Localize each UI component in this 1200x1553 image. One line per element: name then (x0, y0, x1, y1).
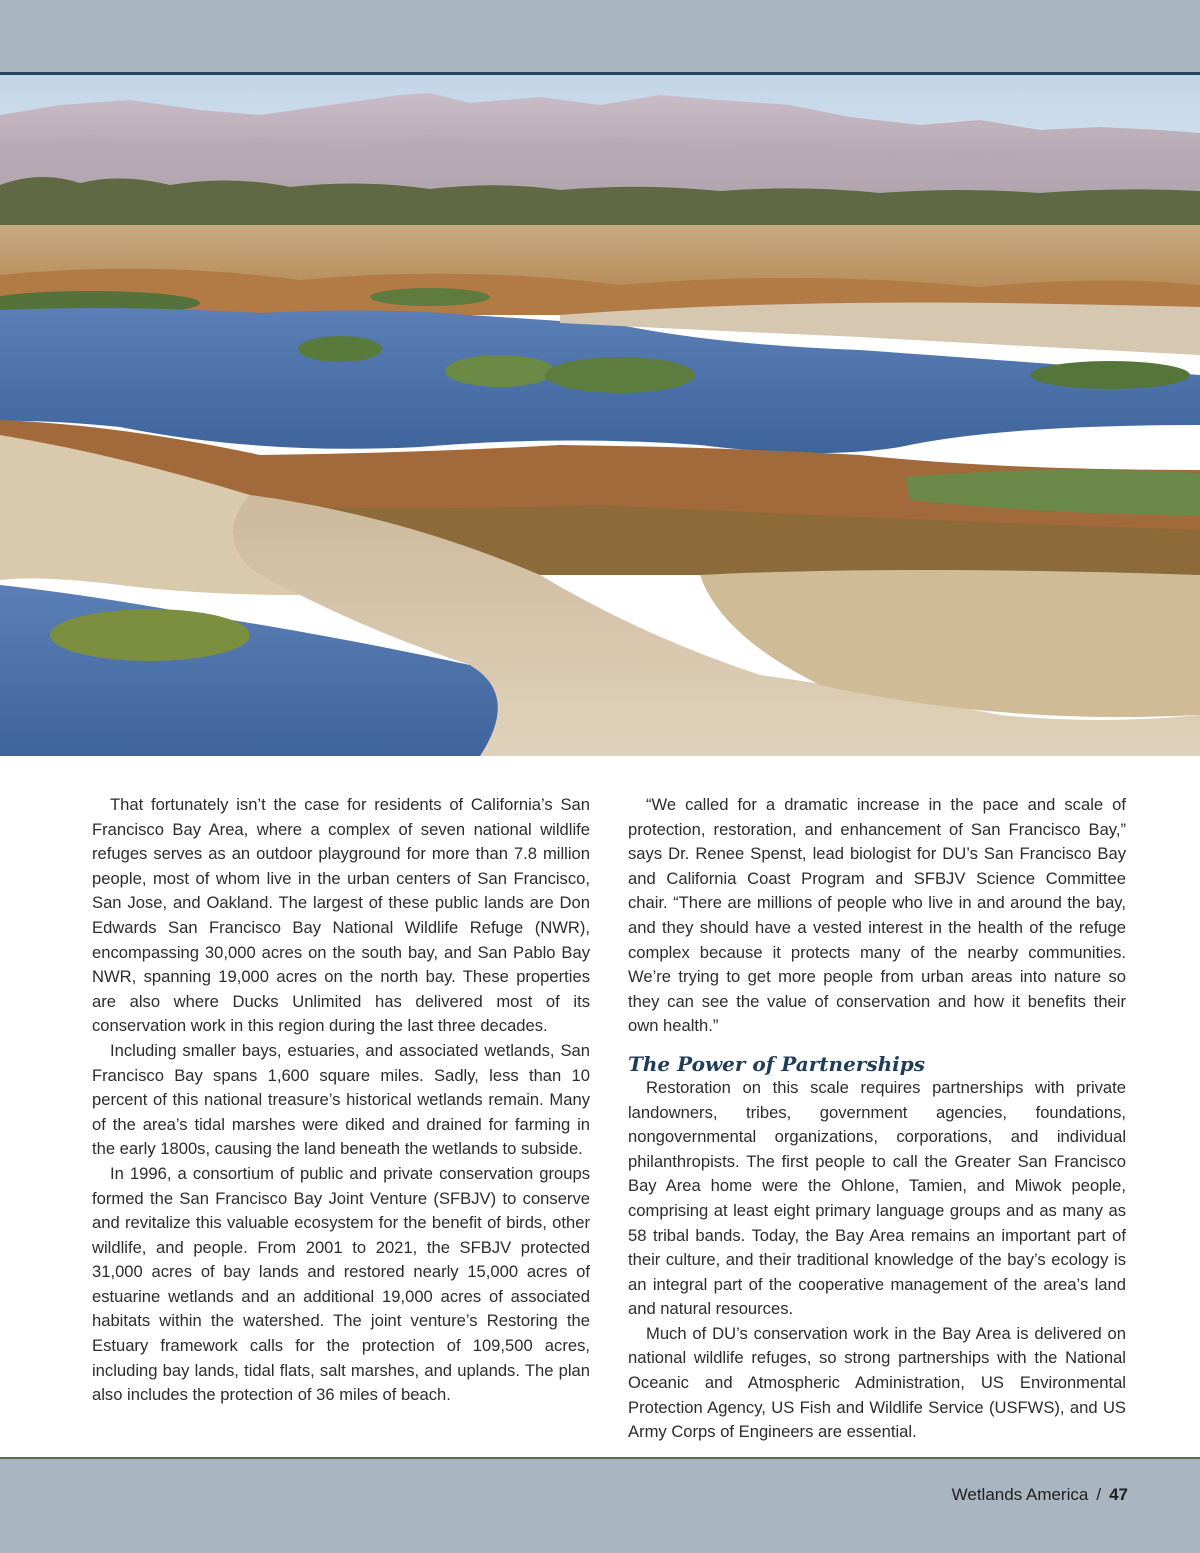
left-text-column (92, 793, 590, 1408)
page-number: 47 (1109, 1485, 1128, 1504)
publication-name: Wetlands America (951, 1485, 1089, 1504)
photo-illustration (0, 75, 1200, 756)
body-paragraph: That fortunately isn’t the case for residents of California’s San Francisco Bay Area, where a complex of seven national wildlife refuges serves as an outdoor playground for more than 7.8 million people, most of whom live in the urban centers of San Francisco, San Jose, and Oakland. The largest of these public lands are Don Edwards San Francisco Bay National Wildlife Refuge (NWR), encompassing 30,000 acres on the south bay, and San Pablo Bay NWR, spanning 19,000 acres on the north bay. These properties are also where Ducks Unlimited has delivered most of its conservation work in this region during the last three decades. (92, 795, 590, 1036)
body-paragraph: In 1996, a consortium of public and private conservation groups formed the San Francisco Bay Joint Venture (SFBJV) to conserve and revitalize this valuable ecosystem for the benefit of birds, other wildlife, and people. From 2001 to 2021, the SFBJV protected 31,000 acres of bay lands and restored nearly 15,000 acres of estuarine wetlands and an additional 19,000 acres of associated habitats within the watershed. The joint venture’s Restoring the Estuary framework calls for the protection of 109,500 acres, including bay lands, tidal flats, salt marshes, and uplands. The plan also includes the protection of 36 miles of beach. (92, 1163, 590, 1405)
section-heading: The Power of Partnerships (628, 1051, 925, 1076)
body-paragraph: Including smaller bays, estuaries, and associated wetlands, San Francisco Bay spans 1,600 square miles. Sadly, less than 10 percent of this national treasure’s historical wetlands remain. Many of the area’s tidal marshes were diked and drained for farming in the early 1800s, causing the land beneath the wetlands to subside. (92, 1040, 590, 1159)
body-paragraph: Restoration on this scale requires partnerships with private landowners, tribes, government agencies, foundations, nongovernmental organizations, corporations, and individual philanthropists. The first people to call the Greater San Francisco Bay Area home were the Ohlone, Tamien, and Miwok people, comprising at least eight primary language groups and as many as 58 tribal bands. Today, the Bay Area remains an important part of their culture, and their traditional knowledge of the bay’s ecology is an integral part of the cooperative management of the area’s land and natural resources. (628, 1077, 1126, 1319)
marsh-landscape-photo (0, 75, 1200, 756)
top-color-band (0, 0, 1200, 75)
body-paragraph: Much of DU’s conservation work in the Bay Area is delivered on national wildlife refuges, so strong partnerships with the National Oceanic and Atmospheric Administration, US Environmental Protection Agency, US Fish and Wildlife Service (USFWS), and US Army Corps of Engineers are essential. (628, 1323, 1126, 1442)
bottom-color-band (0, 1457, 1200, 1553)
page-folio (952, 1485, 1128, 1505)
quote-paragraph: “We called for a dramatic increase in the pace and scale of protection, restoration, and enhancement of San Francisco Bay,” says Dr. Renee Spenst, lead biologist for DU’s San Francisco Bay and California Coast Program and SFBJV Science Committee chair. “There are millions of people who live in and around the bay, and they should have a vested interest in the health of the refuge complex because it protects many of the nearby communities. We’re trying to get more people from urban areas into nature so they can see the value of conservation and how it benefits their own health.” (628, 795, 1126, 1036)
right-text-column (628, 793, 1126, 1445)
folio-separator: / (1096, 1485, 1102, 1504)
